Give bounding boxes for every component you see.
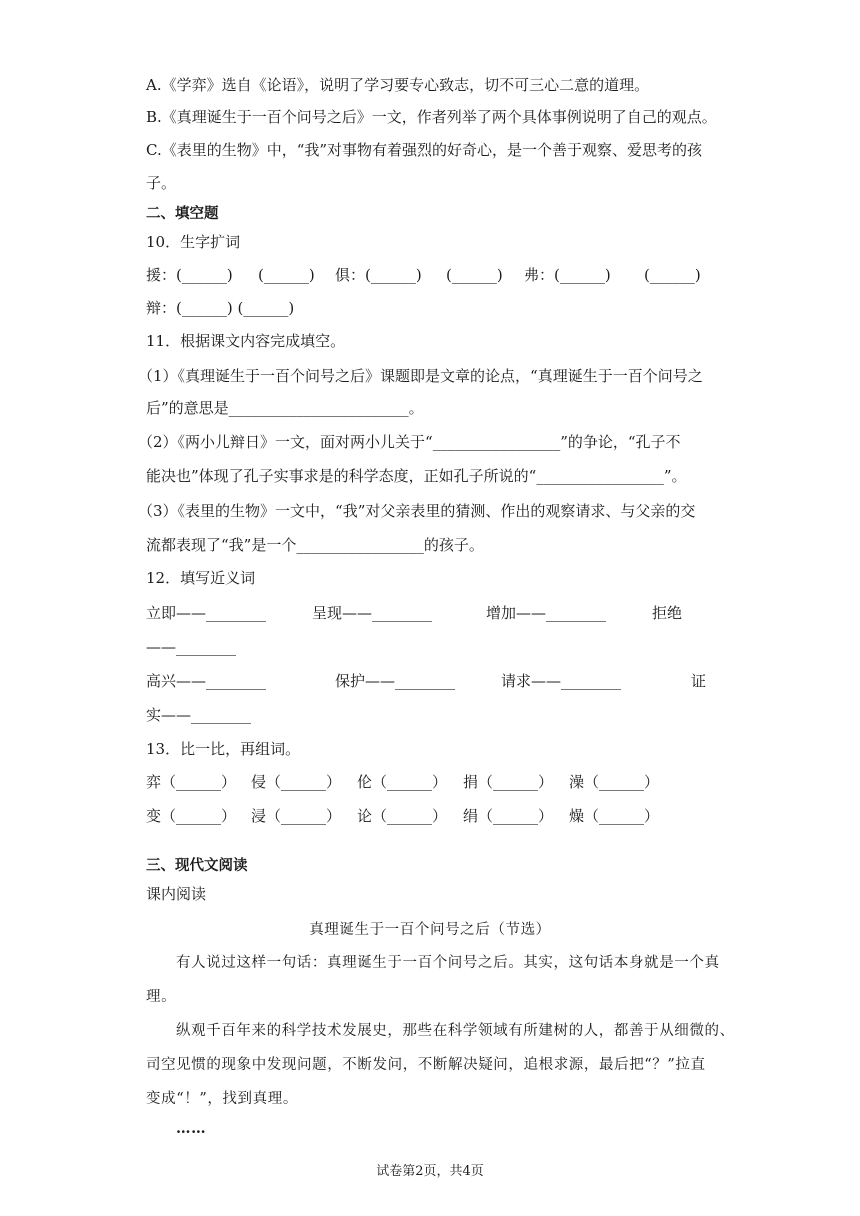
q10-blank-bian: 辩：(______) (______)	[146, 299, 295, 317]
q12-synonym-gaoxing: 高兴——________	[146, 672, 267, 690]
option-b: B.《真理诞生于一百个问号之后》一文，作者列举了两个具体事例说明了自己的观点。	[146, 108, 717, 126]
q13-word-zao2: 燥（______）	[569, 807, 660, 825]
q13-word-qin: 侵（______）	[251, 773, 342, 791]
passage-ellipsis: ……	[176, 1120, 207, 1137]
q11-part1-line2: 后”的意思是________________________。	[146, 399, 424, 417]
q10-blank-fu-1: 弗：(______)	[524, 266, 611, 284]
q10-blank-ju-1: 俱：(______)	[335, 266, 422, 284]
q11-part3-line1: （3）《表里的生物》一文中，“我”对父亲表里的猜测、作出的观察请求、与父亲的交	[138, 502, 696, 520]
q12-title: 12．填写近义词	[146, 569, 256, 587]
q10-blank-fu-2: (______)	[644, 266, 701, 284]
option-a: A.《学弈》选自《论语》，说明了学习要专心致志，切不可三心二意的道理。	[146, 76, 650, 94]
q13-word-bian: 变（______）	[146, 807, 237, 825]
q12-synonym-jujue: 拒绝	[652, 604, 683, 622]
section-heading-fill-in: 二、填空题	[146, 206, 219, 222]
q12-synonym-zheng: 证	[691, 672, 707, 690]
q10-blank-yuan-1: 援：(______)	[146, 266, 233, 284]
q11-title: 11．根据课文内容完成填空。	[146, 332, 346, 350]
q12-synonym-jujue-blank: ——________	[146, 638, 236, 656]
q13-word-zao: 澡（______）	[569, 773, 660, 791]
q11-part2-line2: 能决也”体现了孔子实事求是的科学态度，正如孔子所说的“_________________”。	[146, 467, 687, 485]
q11-part3-line2: 流都表现了“我”是一个_________________的孩子。	[146, 536, 484, 554]
q12-synonym-baohu: 保护——________	[335, 672, 456, 690]
q12-synonym-liji: 立即——________	[146, 604, 267, 622]
option-c-line2: 子。	[146, 174, 177, 192]
q13-word-juan2: 绢（______）	[463, 807, 554, 825]
q12-synonym-qingqiu: 请求——________	[501, 672, 622, 690]
passage-para2-line1: 纵观千百年来的科学技术发展史，那些在科学领域有所建树的人，都善于从细微的、	[176, 1023, 735, 1039]
passage-para2-line3: 变成“！”，找到真理。	[146, 1091, 298, 1107]
q13-word-lun: 伦（______）	[357, 773, 448, 791]
q10-blank-yuan-2: (______)	[258, 266, 315, 284]
q10-blank-ju-2: (______)	[446, 266, 503, 284]
q11-part1-line1: （1）《真理诞生于一百个问号之后》课题即是文章的论点，“真理诞生于一百个问号之	[138, 367, 703, 385]
section-subheading: 课内阅读	[146, 885, 207, 903]
q10-title: 10．生字扩词	[146, 233, 241, 251]
q13-title: 13．比一比，再组词。	[146, 740, 301, 758]
q13-word-jin: 浸（______）	[251, 807, 342, 825]
page-footer: 试卷第2页，共4页	[376, 1164, 484, 1179]
q12-synonym-zhengshi-blank: 实——________	[146, 706, 252, 724]
q12-synonym-zengjia: 增加——________	[486, 604, 607, 622]
passage-para1-line1: 有人说过这样一句话：真理诞生于一百个问号之后。其实，这句话本身就是一个真	[176, 955, 720, 971]
passage-para1-line2: 理。	[146, 989, 177, 1005]
q12-synonym-chengxian: 呈现——________	[312, 604, 433, 622]
q11-part2-line1: （2）《两小儿辩日》一文，面对两小儿关于“_________________”的争论，“孔子不	[138, 433, 681, 451]
section-heading-reading: 三、现代文阅读	[146, 858, 248, 874]
q13-word-yi: 弈（______）	[146, 773, 237, 791]
q13-word-juan: 捐（______）	[463, 773, 554, 791]
q13-word-lun2: 论（______）	[357, 807, 448, 825]
passage-para2-line2: 司空见惯的现象中发现问题，不断发问，不断解决疑问，追根求源，最后把“？”拉直	[146, 1057, 706, 1073]
passage-title: 真理诞生于一百个问号之后（节选）	[309, 922, 551, 938]
option-c-line1: C.《表里的生物》中，“我”对事物有着强烈的好奇心，是一个善于观察、爱思考的孩	[146, 141, 703, 159]
